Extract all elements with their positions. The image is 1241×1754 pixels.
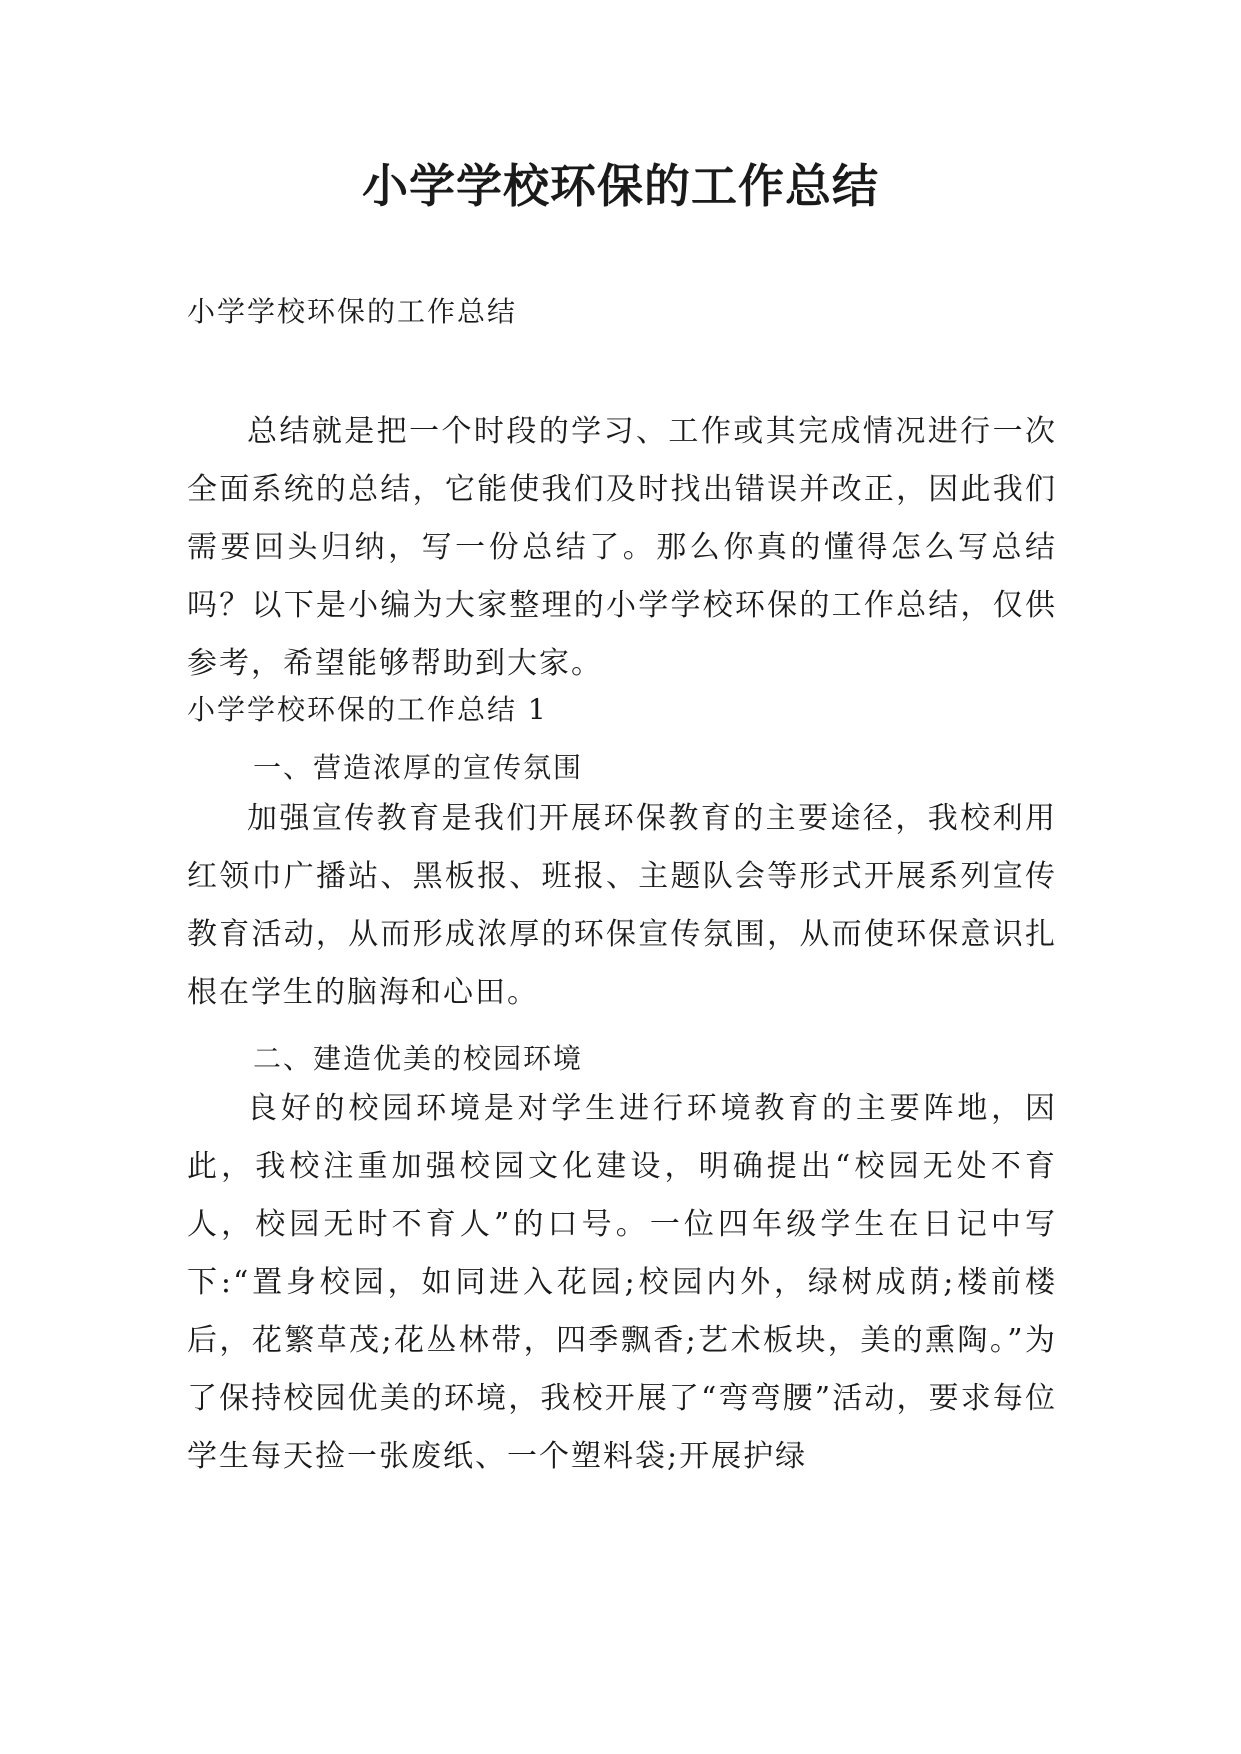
part1-heading: 一、营造浓厚的宣传氛围: [253, 751, 584, 784]
part1-paragraph: 加强宣传教育是我们开展环保教育的主要途径，我校利用红领巾广播站、黑板报、班报、主题队会等形式开展系列宣传教育活动，从而形成浓厚的环保宣传氛围，从而使环保意识扎根在学生的脑海和心田。: [187, 801, 1057, 1010]
section-heading: 小学学校环保的工作总结 1: [187, 693, 548, 726]
document-subtitle: 小学学校环保的工作总结: [187, 295, 518, 328]
intro-paragraph: 总结就是把一个时段的学习、工作或其完成情况进行一次全面系统的总结，它能使我们及时找出错误并改正，因此我们需要回头归纳，写一份总结了。那么你真的懂得怎么写总结吗？以下是小编为大家整理的小学学校环保的工作总结，仅供参考，希望能够帮助到大家。: [187, 414, 1057, 681]
part2-paragraph: 良好的校园环境是对学生进行环境教育的主要阵地，因此，我校注重加强校园文化建设，明确提出“校园无处不育人，校园无时不育人”的口号。一位四年级学生在日记中写下:“置身校园，如同进入花园;校园内外，绿树成荫;楼前楼后，花繁草茂;花丛林带，四季飘香;艺术板块，美的熏陶。”为了保持校园优美的环境，我校开展了“弯弯腰”活动，要求每位学生每天捡一张废纸、一个塑料袋;开展护绿: [187, 1091, 1057, 1474]
document-title: 小学学校环保的工作总结: [362, 159, 879, 213]
part2-heading: 二、建造优美的校园环境: [253, 1042, 584, 1075]
